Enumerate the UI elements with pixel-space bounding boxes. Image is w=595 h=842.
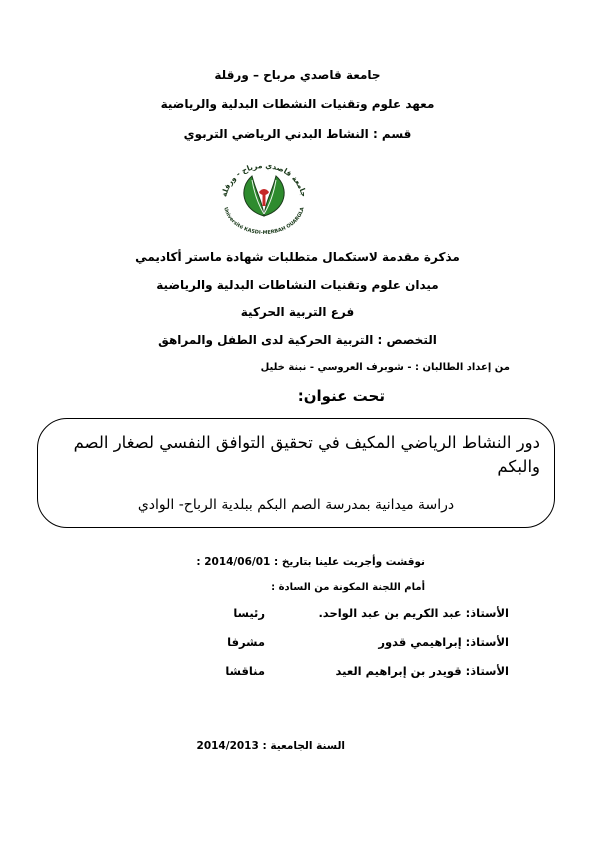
university-logo [212, 158, 316, 234]
defense-date: نوقشت وأجريت علينا بتاريخ : 2014/06/01 : [196, 556, 425, 568]
committee-member-role: رئيسا [233, 606, 265, 620]
committee-member-name: الأستاذ: إبراهيمي قدور [378, 635, 509, 649]
students-line: من إعداد الطالبان : - شوبرف العروسي - نبنة خليل [260, 362, 510, 373]
svg-text:Université KASDI-MERBAH OUARGL [222, 207, 306, 234]
memo-purpose: مذكرة مقدمة لاستكمال متطلبات شهادة ماستر أكاديمي [135, 250, 460, 264]
committee-member-role: مناقشا [225, 664, 265, 678]
title-label: تحت عنوان: [297, 387, 385, 405]
memo-field: ميدان علوم وتقنيات النشاطات البدلية والرياضية [156, 278, 439, 292]
committee-intro: أمام اللجنة المكونة من السادة : [271, 582, 425, 593]
thesis-title-box [37, 418, 555, 528]
academic-year: السنة الجامعية : 2014/2013 [196, 740, 345, 752]
thesis-subtitle: دراسة ميدانية بمدرسة الصم البكم ببلدية الرباح- الوادي [137, 497, 455, 513]
logo-arabic-text: جامعة قاصدي مرباح - ورقلة [219, 160, 309, 198]
memo-specialty: التخصص : التربية الحركية لدى الطفل والمراهق [158, 333, 437, 347]
committee-member-name: الأستاذ: قويدر بن إبراهيم العيد [335, 664, 509, 678]
committee-member-name: الأستاذ: عبد الكريم بن عبد الواحد. [318, 606, 509, 620]
institute-name: معهد علوم وتقنيات النشطات البدلية والرياضية [160, 97, 435, 111]
department-name: قسم : النشاط البدني الرياضي التربوي [183, 127, 412, 141]
memo-branch: فرع التربية الحركية [240, 305, 355, 319]
university-name: جامعة قاصدي مرباح – ورقلة [214, 68, 381, 82]
committee-member-role: مشرفا [227, 635, 265, 649]
thesis-title: دور النشاط الرياضي المكيف في تحقيق التوافق النفسي لصغار الصم والبكم [73, 433, 540, 476]
logo-latin-text: Université KASDI-MERBAH OUARGLA [222, 206, 306, 234]
